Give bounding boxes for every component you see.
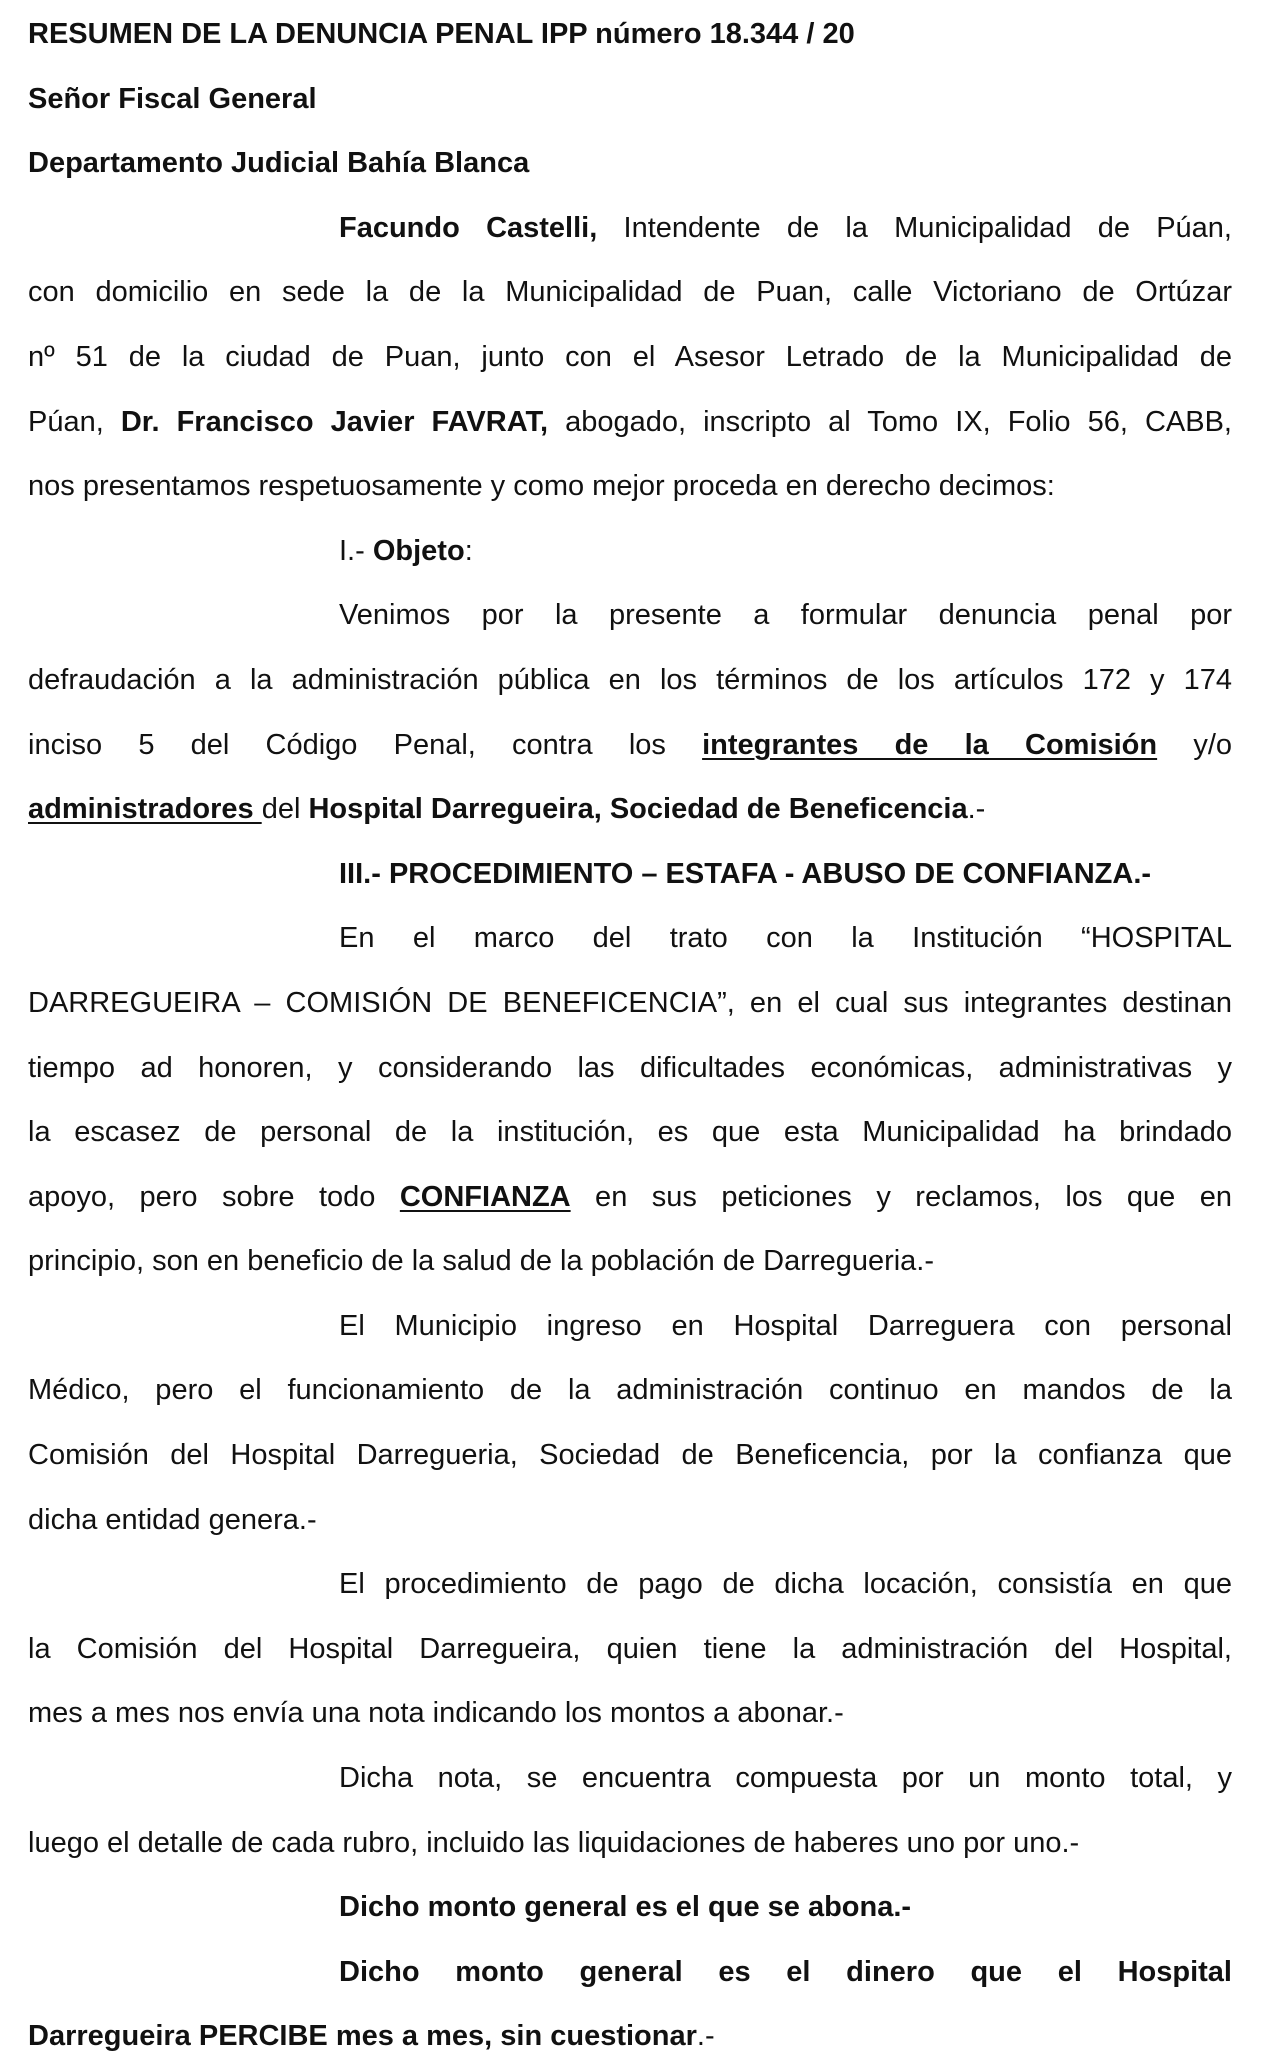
intro-line-4-end: abogado, inscripto al Tomo IX, Folio 56, CABB, bbox=[548, 405, 1232, 438]
procedimiento-line-5-start: apoyo, pero sobre todo bbox=[28, 1180, 400, 1213]
signer-name: Facundo Castelli, bbox=[339, 211, 598, 244]
intro-line-4-start: Púan, bbox=[28, 405, 121, 438]
objeto-line-2: defraudación a la administración pública en los términos de los artículos 172 y 174 bbox=[28, 663, 1232, 696]
section-objeto-heading bbox=[28, 519, 1232, 584]
municipio-line-3: Comisión del Hospital Darregueria, Sociedad de Beneficencia, por la confianza que bbox=[28, 1439, 1232, 1472]
nota-line-1: Dicha nota, se encuentra compuesta por un monto total, y bbox=[339, 1762, 1232, 1795]
monto-percibe-end: .- bbox=[696, 2020, 715, 2053]
procedimiento-line-5 bbox=[28, 1165, 1232, 1230]
procedimiento-line-5-end: en sus peticiones y reclamos, los que en bbox=[570, 1180, 1233, 1213]
objeto-line-3-end: y/o bbox=[1157, 728, 1232, 761]
procedimiento-line-6: principio, son en beneficio de la salud de la población de Darregueria.- bbox=[28, 1245, 935, 1278]
municipio-line-2: Médico, pero el funcionamiento de la administración continuo en mandos de la bbox=[28, 1374, 1232, 1407]
monto-percibe-bold: Darregueira PERCIBE mes a mes, sin cuestionar bbox=[28, 2020, 697, 2053]
monto-percibe-line-1: Dicho monto general es el dinero que el Hospital bbox=[339, 1955, 1232, 1988]
section-procedimiento-heading: III.- PROCEDIMIENTO – ESTAFA - ABUSO DE CONFIANZA.- bbox=[339, 857, 1152, 890]
document-title: RESUMEN DE LA DENUNCIA PENAL IPP número 18.344 / 20 bbox=[28, 18, 855, 50]
objeto-line-4-mid: del bbox=[261, 793, 309, 826]
municipio-line-4: dicha entidad genera.- bbox=[28, 1503, 317, 1536]
monto-abona-statement: Dicho monto general es el que se abona.- bbox=[339, 1891, 912, 1924]
intro-line-3: nº 51 de la ciudad de Puan, junto con el Asesor Letrado de la Municipalidad de bbox=[28, 340, 1232, 373]
nota-line-2: luego el detalle de cada rubro, incluido las liquidaciones de haberes uno por uno.- bbox=[28, 1826, 1080, 1859]
objeto-line-3 bbox=[28, 713, 1232, 778]
procedimiento-line-2: DARREGUEIRA – COMISIÓN DE BENEFICENCIA”, en el cual sus integrantes destinan bbox=[28, 986, 1232, 1019]
confianza-emphasis: CONFIANZA bbox=[399, 1180, 571, 1213]
judicial-department: Departamento Judicial Bahía Blanca bbox=[28, 147, 530, 180]
pago-line-1: El procedimiento de pago de dicha locación, consistía en que bbox=[339, 1568, 1232, 1601]
monto-percibe-line-2 bbox=[28, 2004, 1232, 2069]
intro-line-1 bbox=[28, 196, 1232, 261]
accused-members: integrantes de la Comisión bbox=[702, 728, 1158, 761]
objeto-line-3-start: inciso 5 del Código Penal, contra los bbox=[28, 728, 703, 761]
municipio-line-1: El Municipio ingreso en Hospital Darreguera con personal bbox=[339, 1309, 1232, 1342]
objeto-line-4 bbox=[28, 777, 1232, 842]
lawyer-name: Dr. Francisco Javier FAVRAT, bbox=[120, 405, 549, 438]
hospital-name: Hospital Darregueira, Sociedad de Beneficencia bbox=[308, 793, 968, 826]
intro-line-2: con domicilio en sede la de la Municipalidad de Puan, calle Victoriano de Ortúzar bbox=[28, 276, 1232, 309]
intro-line-5: nos presentamos respetuosamente y como mejor proceda en derecho decimos: bbox=[28, 470, 1055, 503]
objeto-line-4-end: .- bbox=[967, 793, 986, 826]
procedimiento-line-4: la escasez de personal de la institución, es que esta Municipalidad ha brindado bbox=[28, 1116, 1232, 1149]
objeto-line-1: Venimos por la presente a formular denuncia penal por bbox=[339, 599, 1232, 632]
intro-line-4 bbox=[28, 390, 1232, 455]
objeto-label: Objeto bbox=[372, 534, 465, 567]
objeto-prefix: I.- bbox=[339, 534, 373, 567]
objeto-suffix: : bbox=[464, 534, 473, 567]
addressee: Señor Fiscal General bbox=[28, 82, 317, 115]
document-page bbox=[0, 2, 1262, 2053]
procedimiento-line-1: En el marco del trato con la Institución “HOSPITAL bbox=[339, 922, 1232, 955]
accused-administrators: administradores bbox=[28, 793, 262, 826]
procedimiento-line-3: tiempo ad honoren, y considerando las dificultades económicas, administrativas y bbox=[28, 1051, 1232, 1084]
intro-line-1-text: Intendente de la Municipalidad de Púan, bbox=[597, 211, 1232, 244]
pago-line-3: mes a mes nos envía una nota indicando los montos a abonar.- bbox=[28, 1697, 844, 1730]
pago-line-2: la Comisión del Hospital Darregueira, quien tiene la administración del Hospital, bbox=[28, 1632, 1232, 1665]
